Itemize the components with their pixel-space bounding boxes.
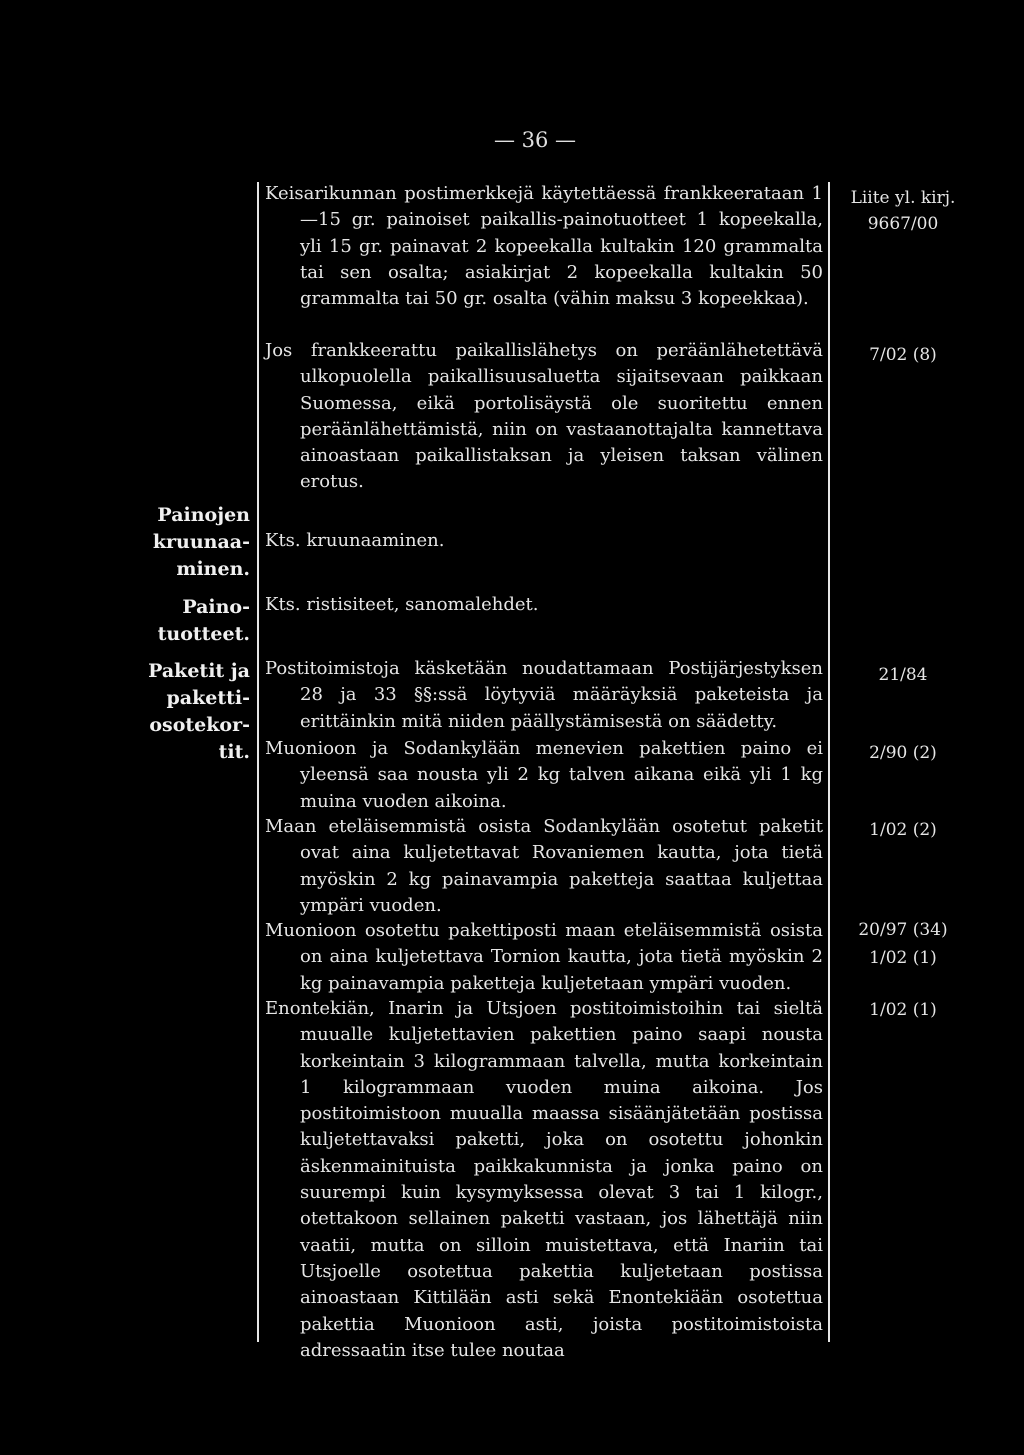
page-number: — 36 — (493, 128, 577, 152)
paragraph-keisarikunnan: Keisarikunnan postimerkkejä käytettäessä frankkeerataan 1—15 gr. painoiset paikallis-painotuotteet 1 kopeekalla, yli 15 gr. painavat 2 kopeekalla kultakin 120 grammalta tai sen osalta; asiakirjat 2 kopeekalla kultakin 50 grammalta tai 50 gr. osalta (vähin maksu 3 kopeekkaa). (265, 183, 823, 310)
paragraph-enontekian: Enontekiän, Inarin ja Utsjoen postitoimistoihin tai sieltä muualle kuljetettavien pakettien paino saapi nousta korkeintain 3 kilogrammaan talvella, mutta korkeintain 1 kilogrammaan vuoden muina aikoina. Jos postitoimistoon muualla maassa sisäänjätetään postissa kuljetettavaksi paketti, joka on osotettu johonkin äskenmainituista paikkakunnista ja jonka paino on suurempi kuin kysymyksessa olevat 3 tai 1 kilogr., otettakoon sellainen paketti vastaan, jos lähettäjä niin vaatii, mutta on silloin muistettava, että Inariin tai Utsjoelle osotettua pakettia kuljetetaan postissa ainoastaan Kittilään asti sekä Enontekiään osotettua pakettia Muonioon asti, joista postitoimistoista adressaatin itse tulee noutaa (265, 998, 823, 1361)
paragraph-paikallislahetys: Jos frankkeerattu paikallislähetys on peräänlähetettävä ulkopuolella paikallisuusaluetta sijaitsevaan paikkaan Suomessa, eikä portolisäystä ole suoritettu ennen peräänlähettämistä, niin on vastaanottajalta kannettava ainoastaan paikallistaksan ja yleisen taksan välinen erotus. (265, 340, 823, 493)
reference-2-90-2: 2/90 (2) (869, 743, 937, 763)
reference-1-02-1-a: 1/02 (1) (869, 948, 937, 968)
reference-1-02-1-b: 1/02 (1) (869, 1000, 937, 1020)
reference-21-84: 21/84 (878, 665, 928, 685)
reference-1-02-2: 1/02 (2) (869, 820, 937, 840)
margin-heading-painotuotteet: Paino- tuotteet. (157, 596, 250, 645)
left-column-rule (257, 182, 259, 1342)
paragraph-muonioon-sodankylaan: Muonioon ja Sodankylään menevien pakettien paino ei yleensä saa nousta yli 2 kg talven aikana eikä yli 1 kg muina vuoden aikoina. (265, 738, 823, 812)
paragraph-muonioon-osotettu: Muonioon osotettu pakettiposti maan eteläisemmistä osista on aina kuljetettava Tornion kautta, jota tietä myöskin 2 kg painavampia paketteja kuljetetaan ympäri vuoden. (265, 920, 823, 994)
right-column-rule (828, 182, 830, 1342)
reference-20-97-34: 20/97 (34) (858, 920, 948, 940)
reference-9667-00: 9667/00 (867, 214, 939, 234)
reference-liite: Liite yl. kirj. (850, 188, 956, 208)
margin-heading-painojen-kruunaaminen: Painojen kruunaa- minen. (152, 504, 250, 580)
paragraph-kts-kruunaaminen: Kts. kruunaaminen. (265, 530, 445, 551)
paragraph-postitoimistoja: Postitoimistoja käsketään noudattamaan Postijärjestyksen 28 ja 33 §§:ssä löytyviä määräyksiä paketeista ja erittäinkin mitä niiden päällystämisestä on säädetty. (265, 658, 823, 732)
paragraph-kts-ristisiteet: Kts. ristisiteet, sanomalehdet. (265, 594, 539, 615)
paragraph-maan-etelaisemmista: Maan eteläisemmistä osista Sodankylään osotetut paketit ovat aina kuljetettavat Rovaniemen kautta, jota tietä myöskin 2 kg painavampia paketteja saattaa kuljettaa ympäri vuoden. (265, 816, 823, 916)
reference-7-02-8: 7/02 (8) (869, 345, 937, 365)
margin-heading-paketit: Paketit ja paketti- osotekor- tit. (148, 660, 250, 763)
